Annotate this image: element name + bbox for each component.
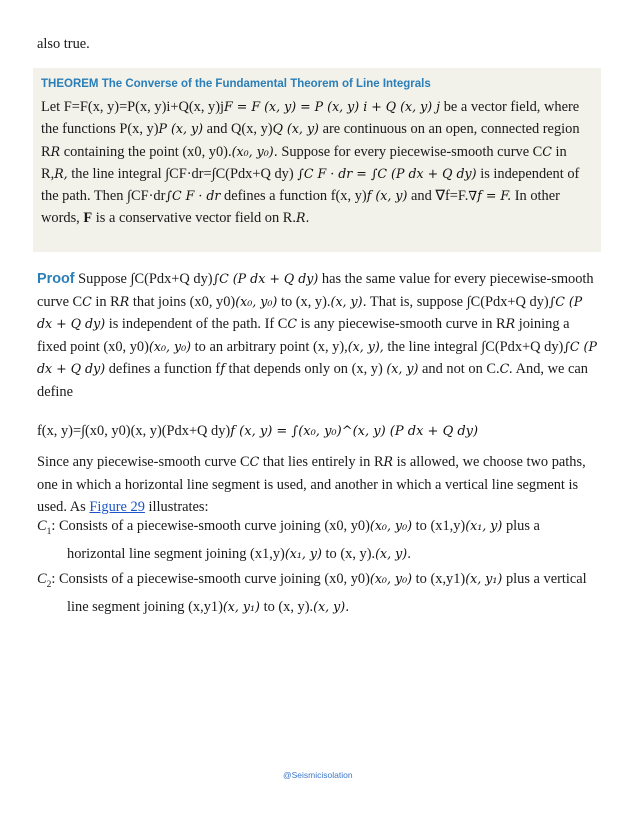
- math: ∫C (P dx + Q dy): [37, 293, 583, 332]
- math: C: [287, 316, 298, 332]
- text: and ∇f=F.: [407, 188, 469, 205]
- proof-label: Proof: [37, 271, 75, 287]
- math: ∫C (P dx + Q dy): [37, 338, 597, 377]
- text: Since any piecewise-smooth curve C: [37, 454, 250, 470]
- text: defines a function f(x, y): [220, 188, 367, 205]
- text: that joins (x0, y0): [129, 293, 236, 310]
- math: (x, y).: [330, 293, 367, 309]
- path-c1-item: [37, 515, 601, 566]
- math: ∇f = F.: [468, 188, 512, 204]
- math: (x₁, y): [284, 546, 322, 562]
- math: R: [505, 316, 516, 332]
- text: is a conservative vector field on R.: [92, 210, 296, 227]
- text: is independent of the path. Then ∫CF·dr: [41, 165, 580, 205]
- math: (x, y₁): [465, 571, 503, 586]
- text: has the same value for every piecewise-smooth curve C: [37, 271, 594, 310]
- math: (x, y).: [313, 599, 350, 615]
- text: containing the point (x0, y0).: [60, 143, 232, 160]
- intro-text: also true.: [37, 36, 90, 52]
- path-c1-text: [37, 515, 601, 566]
- math: (x, y₁): [222, 599, 260, 615]
- paths-paragraph: [37, 451, 601, 519]
- text: plus a vertical line segment joining (x,y1): [67, 571, 587, 616]
- path-c2-item: [37, 568, 601, 619]
- theorem-body: [41, 96, 593, 230]
- text: f(x, y)=∫(x0, y0)(x, y)(Pdx+Q dy): [37, 423, 231, 440]
- text: is independent of the path. If C: [105, 316, 288, 333]
- math: R,: [54, 165, 68, 181]
- paths-text: [37, 451, 601, 519]
- text: to (x, y).: [321, 546, 376, 563]
- display-text: [37, 420, 478, 444]
- math: (x₀, y₀).: [231, 143, 278, 159]
- math: ∫C F · dr = ∫C (P dx + Q dy): [297, 165, 477, 181]
- text: : Consists of a piecewise-smooth curve joining (x0, y0): [51, 518, 370, 534]
- text: That is, suppose ∫C(Pdx+Q dy): [366, 293, 549, 310]
- path-subscript: 2: [46, 579, 52, 590]
- path-subscript: 1: [46, 526, 52, 537]
- math: (x₀, y₀): [235, 293, 278, 309]
- text: is any piecewise-smooth curve in R: [297, 316, 506, 333]
- math: (x, y),: [347, 338, 384, 354]
- text: be a vector field, where the functions P(x, y): [41, 99, 580, 138]
- text: the line integral ∫C(Pdx+Q dy): [383, 338, 564, 355]
- math: R.: [295, 210, 310, 226]
- math: (x₀, y₀): [369, 571, 413, 586]
- text: are continuous on an open, connected region R: [41, 121, 580, 160]
- math: C: [82, 293, 92, 309]
- math: f (x, y) = ∫(x₀, y₀)^(x, y) (P dx + Q dy): [230, 424, 479, 440]
- text: that depends only on (x, y): [224, 361, 387, 378]
- math: (x₀, y₀): [369, 518, 413, 533]
- text: in R,: [41, 143, 567, 182]
- text: and Q(x, y): [203, 121, 273, 138]
- math: R: [50, 143, 61, 159]
- text: to (x,y1): [412, 571, 466, 587]
- path-name: C: [37, 518, 47, 534]
- math: Q (x, y): [272, 121, 319, 137]
- text: defines a function f: [105, 361, 221, 378]
- text: to (x, y).: [259, 599, 314, 616]
- text: joining a fixed point (x0, y0): [37, 316, 570, 355]
- text: Let F=F(x, y)=P(x, y)i+Q(x, y)j: [41, 99, 225, 115]
- bold-vector-f: F: [83, 210, 93, 227]
- path-name: C: [37, 571, 47, 587]
- text: and not on C.: [418, 361, 500, 378]
- text: Suppose for every piecewise-smooth curve C: [277, 143, 543, 160]
- text: is allowed, we choose two paths, one in which a horizontal line segment is used, and another in which a vertical line segment is used. As: [37, 454, 586, 516]
- theorem-box: [33, 68, 601, 252]
- text: to (x, y).: [277, 293, 331, 310]
- math: f (x, y): [366, 188, 408, 204]
- math: ∫C (P dx + Q dy): [212, 271, 319, 286]
- text: plus a horizontal line segment joining (x1,y): [67, 518, 540, 563]
- proof-paragraph: [37, 268, 601, 404]
- theorem-title: THEOREM The Converse of the Fundamental Theorem of Line Integrals: [41, 78, 431, 90]
- text: And, we can define: [37, 361, 588, 400]
- text: to (x1,y): [412, 518, 466, 534]
- text: to an arbitrary point (x, y),: [191, 338, 348, 355]
- math: ∫C F · dr: [165, 188, 221, 204]
- math: f: [220, 361, 225, 377]
- text: illustrates:: [144, 499, 209, 516]
- text: In other words,: [41, 188, 560, 227]
- math: (x₁, y): [465, 518, 503, 533]
- math: C: [542, 143, 552, 159]
- text: the line integral ∫CF·dr=∫C(Pdx+Q dy): [67, 165, 298, 182]
- text: that lies entirely in R: [259, 454, 384, 470]
- text: : Consists of a piecewise-smooth curve joining (x0, y0): [51, 571, 370, 587]
- math: (x, y).: [375, 546, 412, 562]
- math: (x, y): [386, 361, 419, 377]
- math: P (x, y): [158, 121, 204, 137]
- proof-text: [37, 268, 601, 404]
- watermark-footer: @Seismicisolation: [283, 770, 353, 780]
- text: in R: [91, 293, 120, 310]
- math: R: [119, 293, 130, 309]
- math: C: [249, 454, 260, 469]
- figure-29-link[interactable]: Figure 29: [89, 499, 145, 516]
- math: C.: [499, 361, 513, 377]
- math: R: [383, 454, 394, 469]
- display-equation: [37, 406, 478, 444]
- math: F = F (x, y) = P (x, y) i + Q (x, y) j: [224, 99, 441, 114]
- math: (x₀, y₀): [148, 338, 192, 354]
- path-c2-text: [37, 568, 601, 619]
- text: Suppose ∫C(Pdx+Q dy): [74, 271, 213, 287]
